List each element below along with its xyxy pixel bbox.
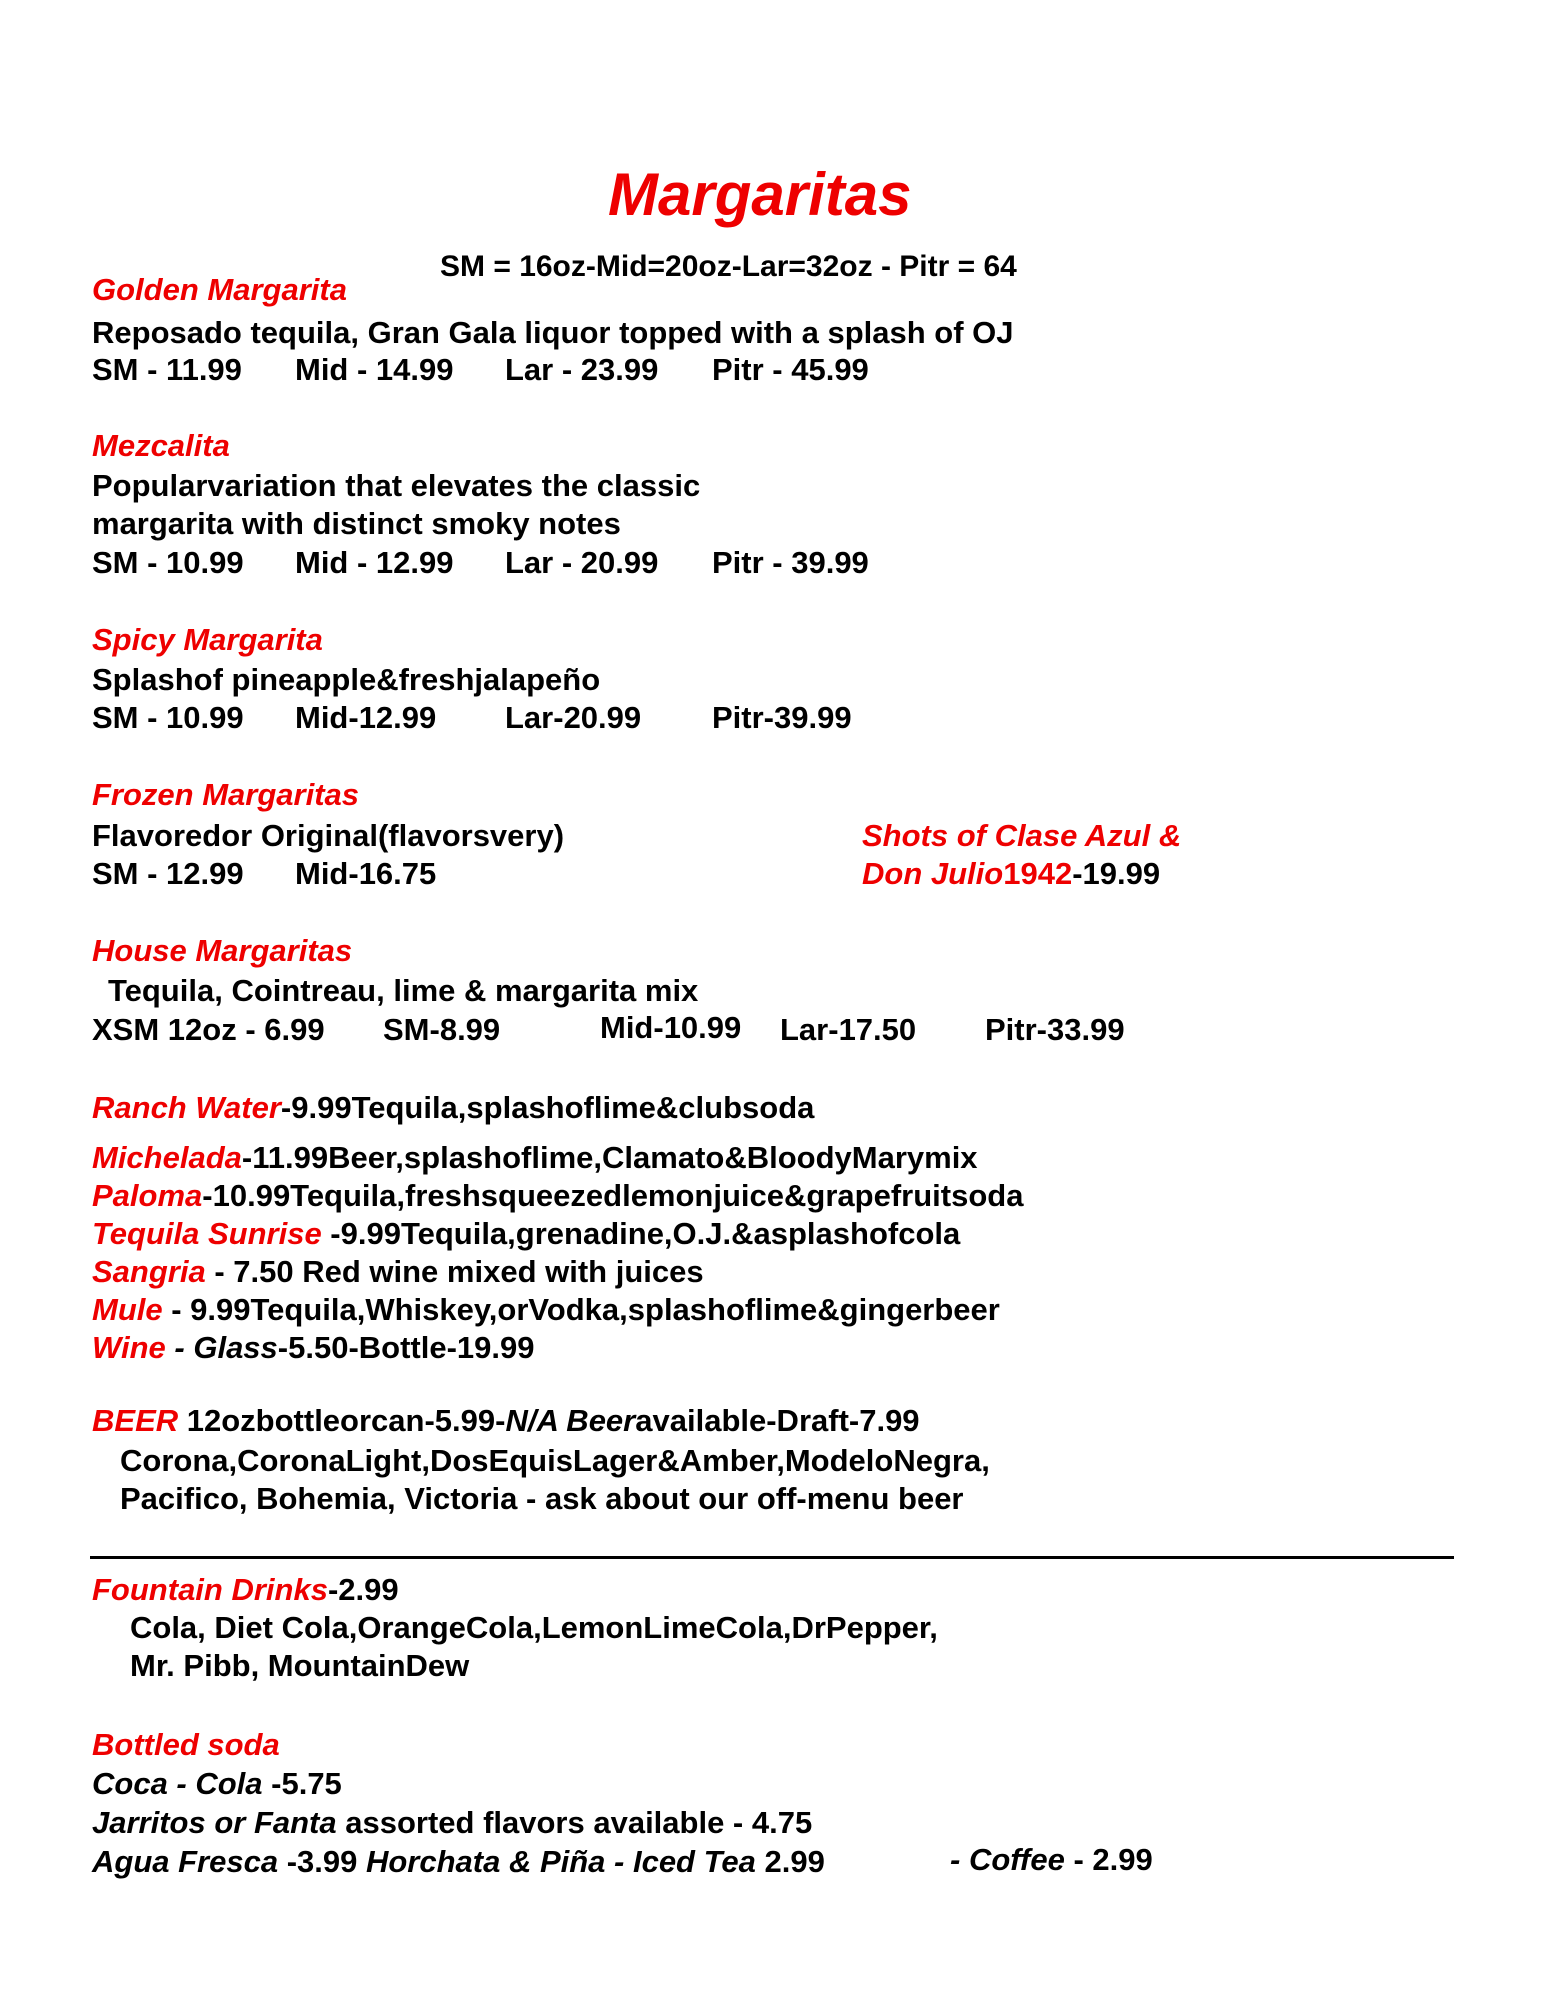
fountain-drinks-name: Fountain Drinks [92, 1572, 328, 1607]
fountain-drinks-line [92, 1572, 399, 1608]
frozen-margaritas-name: Frozen Margaritas [92, 777, 360, 812]
drink-name: Tequila Sunrise [92, 1216, 322, 1251]
bottled-coca-cola [92, 1766, 342, 1802]
beer-list-line2: Pacifico, Bohemia, Victoria - ask about our off-menu beer [120, 1481, 964, 1516]
horchata-price: 2.99 [755, 1844, 825, 1879]
bottled-jarritos [92, 1805, 812, 1841]
agua-fresca-name: Agua Fresca [92, 1844, 279, 1879]
frozen-price-sm: SM - 12.99 [92, 856, 244, 891]
wine-sep: - [165, 1330, 194, 1365]
coffee-name: Coffee [968, 1842, 1065, 1877]
spicy-margarita-name: Spicy Margarita [92, 622, 323, 657]
spicy-margarita-desc: Splashof pineapple&freshjalapeño [92, 662, 601, 697]
bottled-coffee [950, 1842, 1153, 1878]
shots-line2 [862, 856, 1160, 892]
agua-fresca-price: -3.99 [278, 1844, 366, 1879]
spicy-price-pitr: Pitr-39.99 [712, 700, 852, 735]
frozen-margaritas-desc: Flavoredor Original(flavorsvery) [92, 818, 565, 853]
coca-cola-price: -5.75 [262, 1766, 342, 1801]
fountain-drinks-price: -2.99 [327, 1572, 399, 1607]
horchata-name: Horchata & Piña - Iced Tea [365, 1844, 756, 1879]
drink-name: Ranch Water [92, 1090, 281, 1125]
coca-cola-name: Coca - Cola [92, 1766, 263, 1801]
shots-price: -19.99 [1072, 856, 1161, 891]
house-price-mid: Mid-10.99 [600, 1010, 742, 1045]
mezcalita-desc-line2: margarita with distinct smoky notes [92, 506, 621, 541]
list-item-wine [92, 1330, 535, 1366]
golden-price-sm: SM - 11.99 [92, 352, 242, 387]
fountain-list-line2: Mr. Pibb, MountainDew [130, 1648, 470, 1683]
bottled-agua-fresca [92, 1844, 825, 1880]
jarritos-details: assorted flavors available - 4.75 [336, 1805, 813, 1840]
list-item-ranch-water [92, 1090, 814, 1126]
golden-price-pitr: Pitr - 45.99 [712, 352, 869, 387]
house-price-lar: Lar-17.50 [780, 1012, 917, 1047]
drink-name: Paloma [92, 1178, 203, 1213]
size-key: SM = 16oz-Mid=20oz-Lar=32oz - Pitr = 64 [440, 250, 1017, 283]
drink-name: Michelada [92, 1140, 242, 1175]
list-item-sangria [92, 1254, 704, 1290]
beer-list-line1: Corona,CoronaLight,DosEquisLager&Amber,ModeloNegra, [120, 1443, 990, 1478]
page-title: Margaritas [608, 161, 912, 228]
wine-name: Wine [92, 1330, 166, 1365]
shots-line1: Shots of Clase Azul & [862, 818, 1182, 853]
shots-year: 1942 [1003, 856, 1073, 891]
drink-name: Sangria [92, 1254, 206, 1289]
section-divider [90, 1556, 1454, 1559]
mezcalita-name: Mezcalita [92, 428, 230, 463]
mezcalita-price-mid: Mid - 12.99 [295, 545, 454, 580]
golden-margarita-name: Golden Margarita [92, 272, 347, 307]
drink-details: -9.99Tequila,splashoflime&clubsoda [280, 1090, 815, 1125]
beer-name: BEER [92, 1403, 179, 1438]
drink-details: -9.99Tequila,grenadine,O.J.&asplashofcola [321, 1216, 961, 1251]
beer-part2: available-Draft-7.99 [635, 1403, 920, 1438]
drink-details: -11.99Beer,splashoflime,Clamato&BloodyMarymix [241, 1140, 978, 1175]
frozen-price-mid: Mid-16.75 [295, 856, 437, 891]
house-margaritas-name: House Margaritas [92, 933, 353, 968]
list-item-mule [92, 1292, 1000, 1328]
jarritos-name: Jarritos or Fanta [92, 1805, 337, 1840]
drink-name: Mule [92, 1292, 163, 1327]
beer-part1: 12ozbottleorcan-5.99- [178, 1403, 506, 1438]
house-margaritas-desc: Tequila, Cointreau, lime & margarita mix [108, 973, 699, 1008]
spicy-price-mid: Mid-12.99 [295, 700, 437, 735]
mezcalita-desc-line1: Popularvariation that elevates the classic [92, 468, 701, 503]
mezcalita-price-pitr: Pitr - 39.99 [712, 545, 869, 580]
wine-prices: -5.50-Bottle-19.99 [277, 1330, 535, 1365]
house-price-xsm: XSM 12oz - 6.99 [92, 1012, 325, 1047]
bottled-soda-name: Bottled soda [92, 1727, 280, 1762]
list-item-tequila-sunrise [92, 1216, 960, 1252]
spicy-price-sm: SM - 10.99 [92, 700, 244, 735]
golden-price-lar: Lar - 23.99 [505, 352, 659, 387]
list-item-paloma [92, 1178, 1023, 1214]
house-price-sm: SM-8.99 [383, 1012, 501, 1047]
spicy-price-lar: Lar-20.99 [505, 700, 642, 735]
list-item-michelada [92, 1140, 978, 1176]
beer-line [92, 1403, 920, 1439]
house-price-pitr: Pitr-33.99 [985, 1012, 1125, 1047]
fountain-list-line1: Cola, Diet Cola,OrangeCola,LemonLimeCola,DrPepper, [130, 1610, 938, 1645]
drink-details: - 9.99Tequila,Whiskey,orVodka,splashoflime&gingerbeer [162, 1292, 1000, 1327]
beer-na: N/A Beer [505, 1403, 636, 1438]
wine-glass: Glass [193, 1330, 278, 1365]
shots-don-julio: Don Julio [862, 856, 1004, 891]
mezcalita-price-lar: Lar - 20.99 [505, 545, 659, 580]
golden-price-mid: Mid - 14.99 [295, 352, 454, 387]
coffee-price: - 2.99 [1064, 1842, 1153, 1877]
coffee-prefix: - [950, 1842, 969, 1877]
mezcalita-price-sm: SM - 10.99 [92, 545, 244, 580]
drink-details: - 7.50 Red wine mixed with juices [205, 1254, 704, 1289]
golden-margarita-desc: Reposado tequila, Gran Gala liquor topped with a splash of OJ [92, 315, 1014, 350]
drink-details: -10.99Tequila,freshsqueezedlemonjuice&grapefruitsoda [202, 1178, 1024, 1213]
